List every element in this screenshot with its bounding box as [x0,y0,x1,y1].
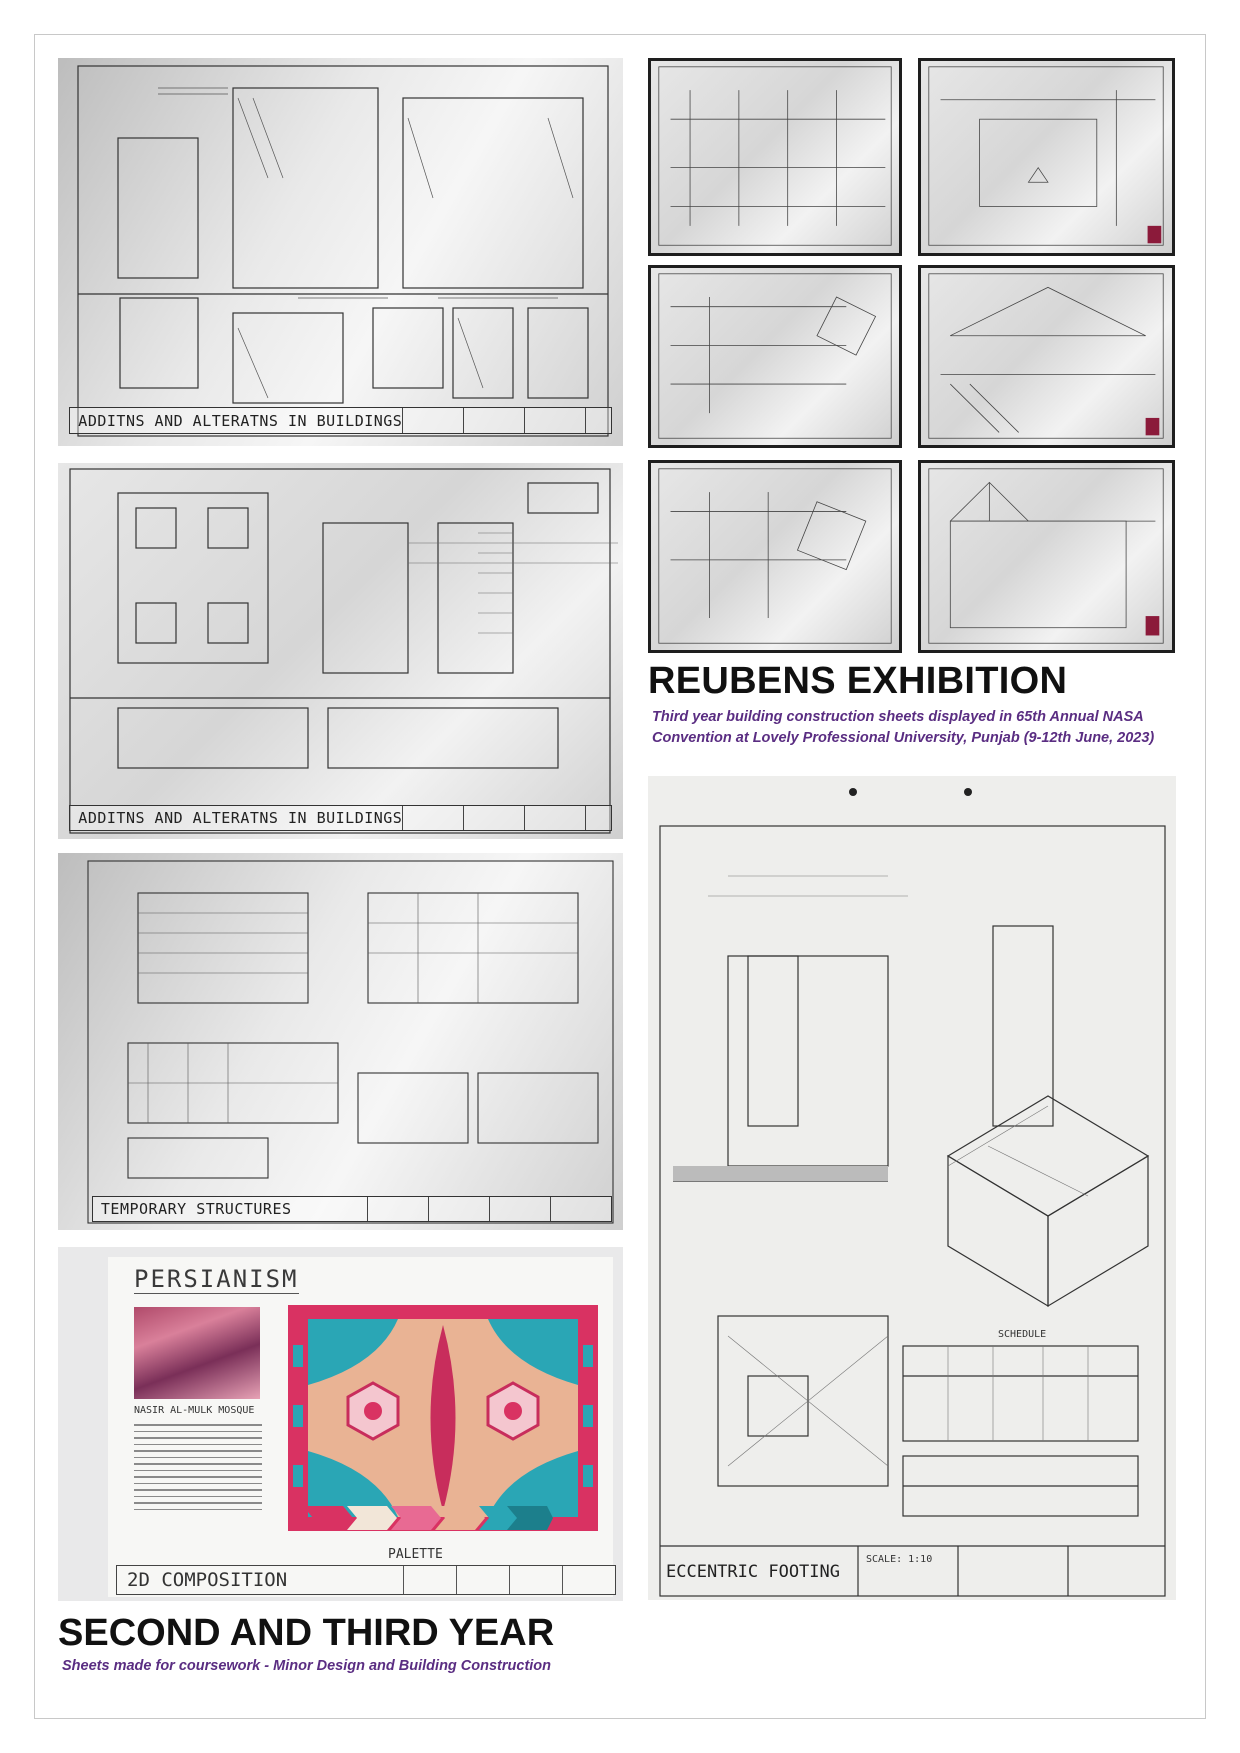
sheet-photo-temp-2 [918,58,1175,256]
sheet-handwritten-notes [134,1419,262,1537]
drawing-linework [58,58,623,446]
sheet-photo-temp-5 [648,460,902,653]
sheet-title: ADDITNS AND ALTERATNS IN BUILDINGS [78,411,403,430]
sheet-scale: SCALE: 1:10 [866,1554,933,1565]
coursework-title: SECOND AND THIRD YEAR [58,1612,555,1654]
sheet-title-block [69,805,611,831]
sheet-title: TEMPORARY STRUCTURES [100,1200,292,1219]
mosque-photo [134,1307,260,1399]
exhibition-subtitle: Third year building construction sheets displayed in 65th Annual NASA Convention at Lovely Professional University, Punjab (9-12th June, 2023) [652,709,1155,746]
sheet-photo-persianism [58,1247,623,1601]
color-palette [303,1502,553,1534]
sheet-photo-eccentric-footing [648,776,1176,1600]
coursework-subtitle: Sheets made for coursework - Minor Design and Building Construction [62,1658,552,1674]
sheet-title-block [69,407,611,434]
sheet-photo-additions-2 [58,463,623,839]
sheet-photo-temp-4 [918,265,1175,448]
tile-composition [288,1305,598,1531]
palette-label: PALETTE [388,1547,443,1562]
drawing-linework [58,853,623,1230]
sheet-title-block [116,1565,616,1595]
sheet-title: ECCENTRIC FOOTING [666,1562,840,1582]
schedule-label: SCHEDULE [998,1329,1047,1340]
sheet-photo-temp-6 [918,460,1175,653]
exhibition-title: REUBENS EXHIBITION [648,660,1068,702]
sheet-photo-temp-3 [648,265,902,448]
sheet-photo-temporary-structures [58,853,623,1230]
sheet-title: 2D COMPOSITION [127,1569,288,1591]
sheet-title: ADDITNS AND ALTERATNS IN BUILDINGS [78,809,403,828]
mosque-caption: NASIR AL-MULK MOSQUE [134,1405,255,1416]
sheet-photo-additions-1 [58,58,623,446]
sheet-title-block [92,1196,612,1222]
persianism-title: PERSIANISM [134,1265,299,1293]
sheet-photo-temp-1 [648,58,902,256]
drawing-linework [58,463,623,839]
drawing-linework [648,776,1176,1600]
